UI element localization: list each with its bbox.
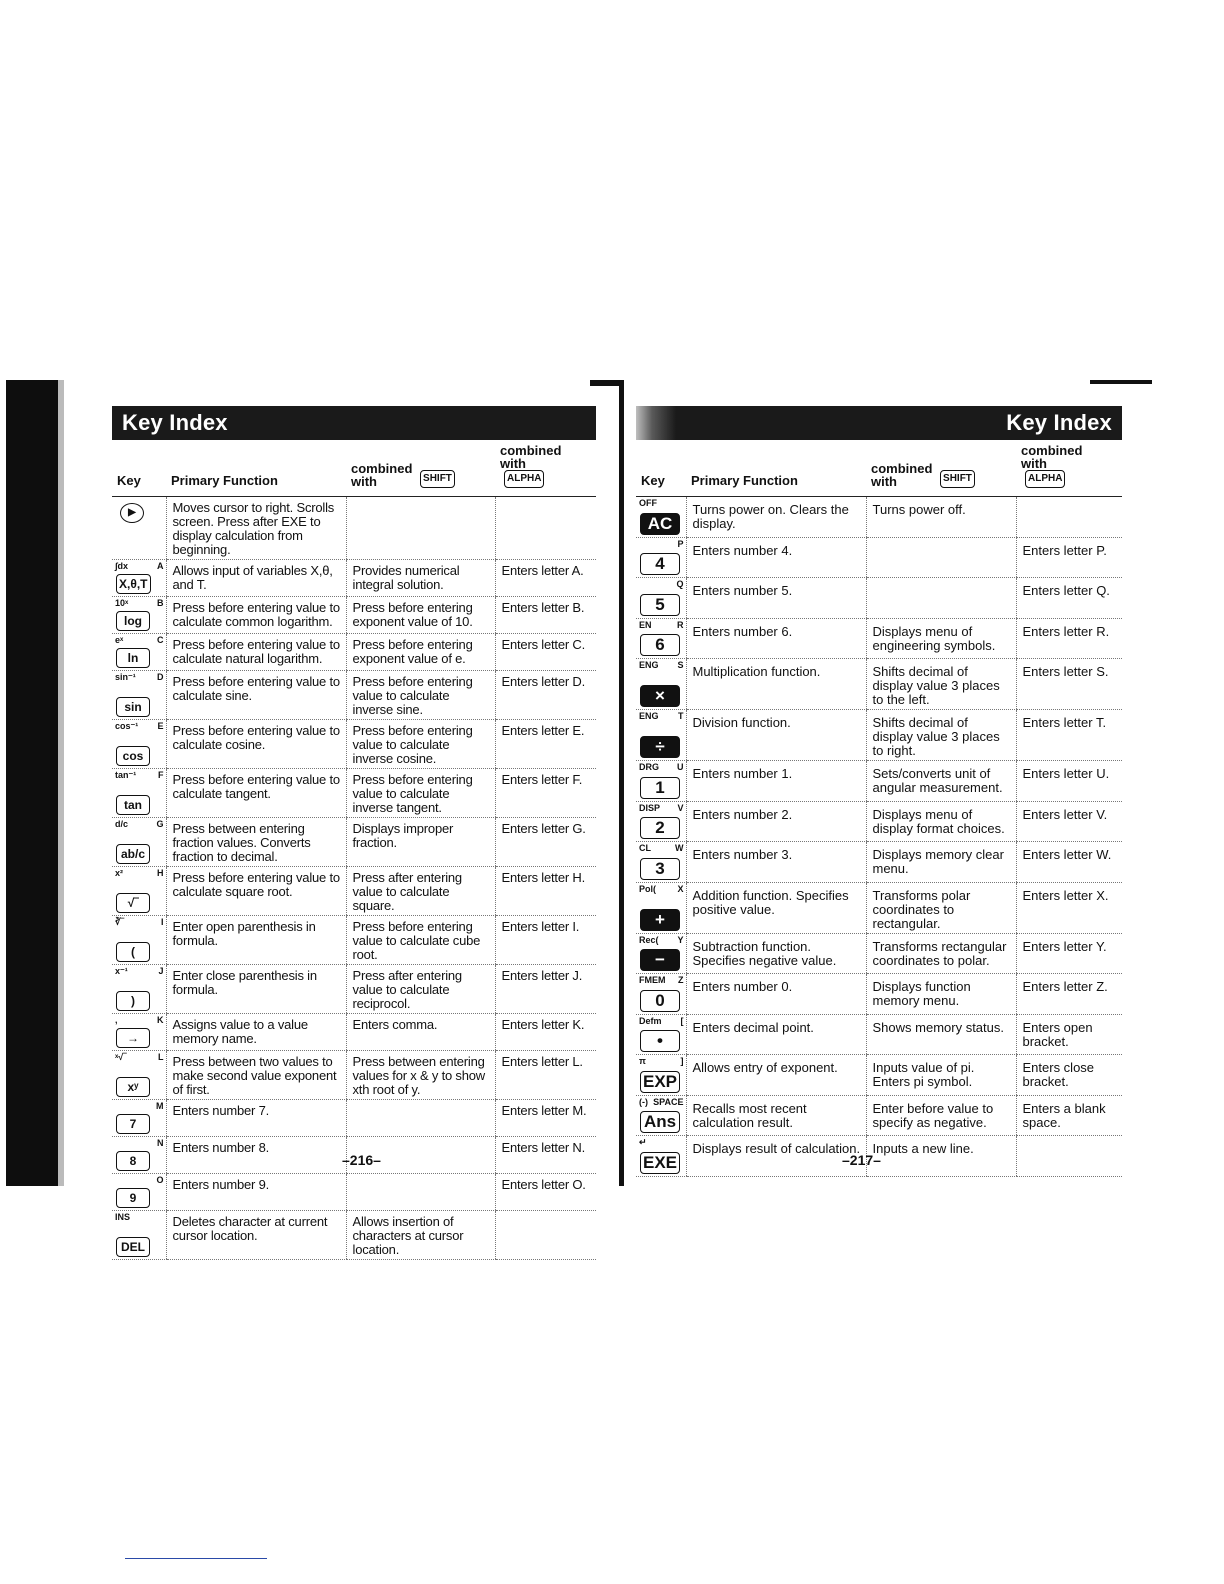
key-cell <box>636 618 686 659</box>
key-cell <box>112 818 166 867</box>
left-table-body <box>112 497 596 1260</box>
calculator-key-icon: √‾ <box>116 893 150 913</box>
table-row <box>636 933 1122 974</box>
calculator-key-icon: ) <box>116 991 150 1011</box>
alpha-function-cell: Enters letter K. <box>495 1014 596 1051</box>
calculator-key-icon: EXP <box>640 1071 680 1093</box>
key-shift-label: Pol( <box>639 883 656 894</box>
alpha-function-cell: Enters open bracket. <box>1016 1014 1122 1055</box>
primary-function-cell: Press before entering value to calculate sine. <box>166 671 346 720</box>
calculator-key-icon: 8 <box>116 1151 150 1171</box>
alpha-function-cell <box>1016 1136 1122 1177</box>
key-alpha-label: V <box>677 802 684 813</box>
key-alpha-label: E <box>157 721 164 731</box>
table-row <box>112 965 596 1014</box>
table-row <box>112 497 596 560</box>
key-alpha-label: M <box>156 1101 164 1111</box>
left-page <box>112 406 596 1260</box>
alpha-function-cell: Enters letter N. <box>495 1137 596 1174</box>
shift-function-cell: Displays function memory menu. <box>866 974 1016 1015</box>
alpha-function-cell: Enters letter U. <box>1016 761 1122 802</box>
key-alpha-label: U <box>677 762 684 772</box>
primary-function-cell: Allows entry of exponent. <box>686 1055 866 1096</box>
primary-function-cell: Enters number 8. <box>166 1137 346 1174</box>
key-cell <box>636 882 686 933</box>
key-alpha-label: S <box>677 660 684 670</box>
alpha-function-cell: Enters letter P. <box>1016 537 1122 578</box>
table-row <box>636 974 1122 1015</box>
key-cell <box>112 671 166 720</box>
key-shift-label: FMEM <box>639 975 666 985</box>
key-alpha-label: P <box>677 538 684 549</box>
key-cell <box>636 1095 686 1136</box>
key-cell <box>636 842 686 883</box>
calculator-key-icon: tan <box>116 795 150 815</box>
right-page-title: Key Index <box>1006 410 1112 435</box>
key-alpha-label: W <box>675 843 684 853</box>
key-shift-label: π <box>639 1056 646 1066</box>
table-row <box>112 818 596 867</box>
calculator-key-icon: X,θ,T <box>116 574 151 594</box>
alpha-function-cell: Enters letter W. <box>1016 842 1122 883</box>
table-row <box>636 710 1122 761</box>
primary-function-cell: Allows input of variables X,θ, and T. <box>166 560 346 597</box>
key-shift-label: cos⁻¹ <box>115 721 139 731</box>
alpha-function-cell: Enters letter F. <box>495 769 596 818</box>
alpha-function-cell: Enters a blank space. <box>1016 1095 1122 1136</box>
key-cell <box>636 801 686 842</box>
header-shift-with: with <box>351 474 377 489</box>
primary-function-cell: Recalls most recent calculation result. <box>686 1095 866 1136</box>
primary-function-cell: Subtraction function. Specifies negative value. <box>686 933 866 974</box>
primary-function-cell: Press before entering value to calculate natural logarithm. <box>166 634 346 671</box>
alpha-function-cell <box>1016 497 1122 538</box>
primary-function-cell: Enters number 0. <box>686 974 866 1015</box>
shift-function-cell: Provides numerical integral solution. <box>346 560 495 597</box>
key-cell <box>112 965 166 1014</box>
shift-function-cell: Displays memory clear menu. <box>866 842 1016 883</box>
header-key: Key <box>112 440 166 497</box>
header-alpha-column <box>495 440 596 497</box>
key-cell <box>112 634 166 671</box>
alpha-function-cell <box>495 1211 596 1260</box>
left-title-bar <box>112 406 596 440</box>
page-binding-shadow <box>6 380 58 1186</box>
key-alpha-label: Q <box>676 579 684 589</box>
shift-function-cell: Sets/converts unit of angular measurement. <box>866 761 1016 802</box>
primary-function-cell: Assigns value to a value memory name. <box>166 1014 346 1051</box>
key-alpha-label: B <box>157 598 164 608</box>
key-shift-label: 10ˣ <box>115 598 129 608</box>
key-cell <box>636 1014 686 1055</box>
header-alpha-with: with <box>1021 456 1047 471</box>
key-alpha-label: F <box>158 770 164 780</box>
calculator-key-icon: ( <box>116 942 150 962</box>
table-row <box>112 1100 596 1137</box>
primary-function-cell: Enters number 4. <box>686 537 866 578</box>
key-alpha-label: R <box>677 619 684 630</box>
key-shift-label: ENG <box>639 660 659 670</box>
calculator-key-icon: − <box>640 949 680 971</box>
alpha-function-cell: Enters letter E. <box>495 720 596 769</box>
table-row <box>112 769 596 818</box>
table-row <box>112 671 596 720</box>
key-cell <box>112 916 166 965</box>
key-cell <box>636 537 686 578</box>
primary-function-cell: Addition function. Specifies positive value. <box>686 882 866 933</box>
shift-function-cell <box>866 578 1016 619</box>
shift-function-cell: Displays menu of engineering symbols. <box>866 618 1016 659</box>
alpha-function-cell: Enters letter A. <box>495 560 596 597</box>
key-cell <box>636 933 686 974</box>
table-row <box>636 537 1122 578</box>
header-alpha-combined: combined <box>500 443 562 458</box>
shift-function-cell <box>346 497 495 560</box>
shift-function-cell: Press before entering value to calculate inverse sine. <box>346 671 495 720</box>
shift-function-cell: Press before entering value to calculate cube root. <box>346 916 495 965</box>
key-shift-label: ∫dx <box>115 561 128 571</box>
header-shift-combined: combined <box>351 461 413 476</box>
table-row <box>636 659 1122 710</box>
shift-function-cell: Shows memory status. <box>866 1014 1016 1055</box>
primary-function-cell: Press before entering value to calculate square root. <box>166 867 346 916</box>
table-row <box>636 882 1122 933</box>
calculator-key-icon: ▶ <box>120 503 144 523</box>
key-cell <box>112 720 166 769</box>
calculator-key-icon: ÷ <box>640 736 680 758</box>
key-cell <box>112 867 166 916</box>
table-row <box>636 578 1122 619</box>
shift-key-badge: SHIFT <box>940 470 975 488</box>
shift-function-cell: Transforms rectangular coordinates to polar. <box>866 933 1016 974</box>
key-cell <box>112 769 166 818</box>
key-shift-label: EN <box>639 619 652 630</box>
key-shift-label: (-) <box>639 1096 648 1107</box>
right-key-table <box>636 440 1122 1177</box>
shift-function-cell: Press before entering value to calculate inverse cosine. <box>346 720 495 769</box>
header-alpha-column <box>1016 440 1122 497</box>
alpha-function-cell: Enters letter H. <box>495 867 596 916</box>
primary-function-cell: Enter open parenthesis in formula. <box>166 916 346 965</box>
header-primary-function: Primary Function <box>166 440 346 497</box>
key-alpha-label: G <box>156 819 164 829</box>
table-row <box>112 1014 596 1051</box>
title-bar-gradient <box>636 406 676 440</box>
table-row <box>636 801 1122 842</box>
key-shift-label: x⁻¹ <box>115 966 128 976</box>
key-cell <box>112 1211 166 1260</box>
shift-function-cell: Press before entering exponent value of 10. <box>346 597 495 634</box>
table-row <box>636 618 1122 659</box>
table-row <box>112 916 596 965</box>
table-row <box>112 560 596 597</box>
primary-function-cell: Enters number 3. <box>686 842 866 883</box>
key-alpha-label: I <box>160 917 164 927</box>
shift-function-cell: Enter before value to specify as negative. <box>866 1095 1016 1136</box>
table-row <box>112 1174 596 1211</box>
alpha-function-cell: Enters letter Y. <box>1016 933 1122 974</box>
left-page-number: –216– <box>342 1152 381 1168</box>
header-shift-column <box>346 440 495 497</box>
key-alpha-label: Y <box>677 934 684 945</box>
key-cell <box>112 1051 166 1100</box>
key-shift-label: ∛‾ <box>115 917 124 927</box>
calculator-key-icon: + <box>640 909 680 931</box>
table-row <box>636 842 1122 883</box>
calculator-key-icon: log <box>116 611 150 631</box>
shift-key-badge: SHIFT <box>420 470 455 488</box>
alpha-function-cell: Enters letter O. <box>495 1174 596 1211</box>
alpha-function-cell: Enters letter G. <box>495 818 596 867</box>
table-row <box>112 1051 596 1100</box>
corner-mark <box>1090 380 1152 384</box>
key-cell <box>636 1136 686 1177</box>
key-cell <box>636 761 686 802</box>
primary-function-cell: Moves cursor to right. Scrolls screen. Press after EXE to display calculation from beginning. <box>166 497 346 560</box>
shift-function-cell: Press before entering exponent value of e. <box>346 634 495 671</box>
table-row <box>636 1014 1122 1055</box>
key-alpha-label: K <box>157 1015 164 1025</box>
table-row <box>112 634 596 671</box>
header-key: Key <box>636 440 686 497</box>
calculator-key-icon: ln <box>116 648 150 668</box>
alpha-function-cell <box>495 497 596 560</box>
shift-function-cell: Inputs value of pi. Enters pi symbol. <box>866 1055 1016 1096</box>
calculator-key-icon: cos <box>116 746 150 766</box>
key-cell <box>112 560 166 597</box>
shift-function-cell: Turns power off. <box>866 497 1016 538</box>
key-cell <box>636 1055 686 1096</box>
header-shift-with: with <box>871 474 897 489</box>
primary-function-cell: Turns power on. Clears the display. <box>686 497 866 538</box>
calculator-key-icon: ab/c <box>116 844 150 864</box>
table-row <box>636 761 1122 802</box>
alpha-function-cell: Enters letter B. <box>495 597 596 634</box>
calculator-key-icon: • <box>640 1030 680 1052</box>
key-alpha-label: C <box>157 635 164 645</box>
table-row <box>112 867 596 916</box>
key-alpha-label: O <box>156 1175 164 1185</box>
shift-function-cell: Displays improper fraction. <box>346 818 495 867</box>
shift-function-cell <box>346 1174 495 1211</box>
key-alpha-label: [ <box>680 1015 684 1026</box>
alpha-key-badge: ALPHA <box>1025 470 1065 488</box>
key-shift-label: eˣ <box>115 635 124 645</box>
primary-function-cell: Enters decimal point. <box>686 1014 866 1055</box>
shift-function-cell: Displays menu of display format choices. <box>866 801 1016 842</box>
shift-function-cell: Press between entering values for x & y to show xth root of y. <box>346 1051 495 1100</box>
primary-function-cell: Press before entering value to calculate common logarithm. <box>166 597 346 634</box>
alpha-function-cell: Enters letter L. <box>495 1051 596 1100</box>
key-shift-label: INS <box>115 1212 131 1222</box>
key-cell <box>636 974 686 1015</box>
header-primary-function: Primary Function <box>686 440 866 497</box>
header-shift-column <box>866 440 1016 497</box>
primary-function-cell: Multiplication function. <box>686 659 866 710</box>
calculator-key-icon: DEL <box>116 1237 150 1257</box>
calculator-key-icon: 3 <box>640 858 680 880</box>
calculator-key-icon: AC <box>640 513 680 535</box>
alpha-function-cell: Enters letter D. <box>495 671 596 720</box>
primary-function-cell: Enters number 1. <box>686 761 866 802</box>
table-row <box>636 1095 1122 1136</box>
calculator-key-icon: EXE <box>640 1152 680 1174</box>
key-cell <box>112 597 166 634</box>
shift-function-cell: Press before entering value to calculate inverse tangent. <box>346 769 495 818</box>
key-alpha-label: SPACE <box>653 1096 684 1107</box>
key-shift-label: tan⁻¹ <box>115 770 137 780</box>
alpha-function-cell: Enters letter M. <box>495 1100 596 1137</box>
key-shift-label: OFF <box>639 498 657 508</box>
right-page-number: –217– <box>842 1152 881 1168</box>
key-shift-label: ˣ√‾ <box>115 1052 127 1062</box>
right-page <box>636 406 1122 1177</box>
key-shift-label: sin⁻¹ <box>115 672 136 682</box>
book-spine <box>619 380 624 1186</box>
key-alpha-label: N <box>157 1138 164 1148</box>
table-row <box>636 497 1122 538</box>
alpha-function-cell: Enters letter R. <box>1016 618 1122 659</box>
primary-function-cell: Displays result of calculation. <box>686 1136 866 1177</box>
primary-function-cell: Enter close parenthesis in formula. <box>166 965 346 1014</box>
alpha-function-cell: Enters letter V. <box>1016 801 1122 842</box>
key-cell <box>112 1100 166 1137</box>
primary-function-cell: Enters number 6. <box>686 618 866 659</box>
header-shift-combined: combined <box>871 461 933 476</box>
calculator-key-icon: 6 <box>640 634 680 656</box>
shift-function-cell: Transforms polar coordinates to rectangular. <box>866 882 1016 933</box>
key-cell <box>112 1014 166 1051</box>
key-cell <box>636 578 686 619</box>
alpha-function-cell: Enters letter Z. <box>1016 974 1122 1015</box>
key-shift-label: Rec( <box>639 934 659 945</box>
alpha-function-cell: Enters letter C. <box>495 634 596 671</box>
alpha-function-cell: Enters letter J. <box>495 965 596 1014</box>
shift-function-cell: Inputs a new line. <box>866 1136 1016 1177</box>
key-alpha-label: X <box>677 883 684 894</box>
key-shift-label: x² <box>115 868 124 878</box>
primary-function-cell: Press between entering fraction values. Converts fraction to decimal. <box>166 818 346 867</box>
key-alpha-label: Z <box>678 975 684 985</box>
alpha-key-badge: ALPHA <box>504 470 544 488</box>
primary-function-cell: Division function. <box>686 710 866 761</box>
shift-function-cell: Shifts decimal of display value 3 places to the left. <box>866 659 1016 710</box>
shift-function-cell: Allows insertion of characters at cursor location. <box>346 1211 495 1260</box>
calculator-key-icon: 2 <box>640 817 680 839</box>
calculator-key-icon: Ans <box>640 1111 680 1133</box>
calculator-key-icon: xʸ <box>116 1077 150 1097</box>
key-cell <box>636 659 686 710</box>
primary-function-cell: Enters number 5. <box>686 578 866 619</box>
calculator-key-icon: × <box>640 685 680 707</box>
scan-artifact-line <box>125 1558 267 1559</box>
spine-mark <box>590 380 624 386</box>
header-alpha-combined: combined <box>1021 443 1083 458</box>
alpha-function-cell: Enters letter Q. <box>1016 578 1122 619</box>
key-alpha-label: H <box>157 868 164 878</box>
key-alpha-label: T <box>678 711 684 721</box>
key-shift-label: d/c <box>115 819 129 829</box>
key-shift-label: DISP <box>639 802 661 813</box>
primary-function-cell: Deletes character at current cursor location. <box>166 1211 346 1260</box>
primary-function-cell: Press between two values to make second value exponent of first. <box>166 1051 346 1100</box>
key-shift-label: ENG <box>639 711 659 721</box>
primary-function-cell: Press before entering value to calculate tangent. <box>166 769 346 818</box>
table-row <box>112 720 596 769</box>
calculator-key-icon: 0 <box>640 990 680 1012</box>
table-row <box>112 1211 596 1260</box>
calculator-key-icon: 9 <box>116 1188 150 1208</box>
shift-function-cell: Enters comma. <box>346 1014 495 1051</box>
calculator-key-icon: 1 <box>640 777 680 799</box>
alpha-function-cell: Enters letter X. <box>1016 882 1122 933</box>
alpha-function-cell: Enters letter S. <box>1016 659 1122 710</box>
key-shift-label: CL <box>639 843 651 853</box>
shift-function-cell <box>346 1100 495 1137</box>
calculator-key-icon: 7 <box>116 1114 150 1134</box>
alpha-function-cell: Enters letter T. <box>1016 710 1122 761</box>
calculator-key-icon: sin <box>116 697 150 717</box>
calculator-key-icon: 4 <box>640 553 680 575</box>
right-table-body <box>636 497 1122 1177</box>
primary-function-cell: Press before entering value to calculate cosine. <box>166 720 346 769</box>
shift-function-cell: Shifts decimal of display value 3 places to right. <box>866 710 1016 761</box>
key-shift-label: , <box>115 1015 118 1025</box>
key-alpha-label: L <box>158 1052 164 1062</box>
key-cell <box>636 710 686 761</box>
shift-function-cell: Press after entering value to calculate reciprocol. <box>346 965 495 1014</box>
key-shift-label: Defm <box>639 1015 662 1026</box>
key-shift-label: ↵ <box>639 1137 647 1147</box>
shift-function-cell: Press after entering value to calculate square. <box>346 867 495 916</box>
primary-function-cell: Enters number 2. <box>686 801 866 842</box>
alpha-function-cell: Enters close bracket. <box>1016 1055 1122 1096</box>
key-shift-label: DRG <box>639 762 659 772</box>
primary-function-cell: Enters number 9. <box>166 1174 346 1211</box>
header-alpha-with: with <box>500 456 526 471</box>
table-row <box>636 1055 1122 1096</box>
left-page-title: Key Index <box>122 410 228 435</box>
key-alpha-label: J <box>158 966 164 976</box>
key-cell <box>636 497 686 538</box>
alpha-function-cell: Enters letter I. <box>495 916 596 965</box>
left-key-table <box>112 440 596 1260</box>
calculator-key-icon: → <box>116 1028 150 1048</box>
key-cell <box>112 1174 166 1211</box>
right-title-bar <box>636 406 1122 440</box>
shift-function-cell <box>866 537 1016 578</box>
key-cell <box>112 1137 166 1174</box>
calculator-key-icon: 5 <box>640 594 680 616</box>
key-alpha-label: D <box>157 672 164 682</box>
key-alpha-label: A <box>157 561 164 571</box>
primary-function-cell: Enters number 7. <box>166 1100 346 1137</box>
key-cell <box>112 497 166 560</box>
key-alpha-label: ] <box>680 1056 684 1066</box>
table-row <box>112 597 596 634</box>
